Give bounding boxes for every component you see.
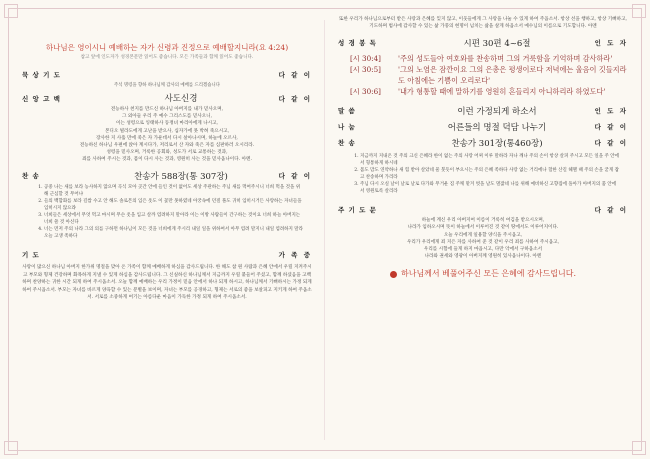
silent-prayer-note: 주석 명령을 향하 하나님께 감사의 예배를 드리겠습니다 bbox=[114, 83, 220, 88]
row-title: 이런 가정되게 하소서 bbox=[457, 106, 537, 117]
corner-ornament bbox=[632, 441, 646, 455]
row-label: 나 눔 bbox=[338, 123, 356, 132]
corner-ornament bbox=[4, 4, 18, 18]
corner-ornament bbox=[4, 441, 18, 455]
row-leader: 인 도 자 bbox=[594, 39, 628, 48]
row-label: 기 도 bbox=[22, 250, 40, 259]
lords-prayer-row bbox=[338, 203, 628, 215]
creed-row bbox=[22, 92, 312, 104]
row-leader: 다 같 이 bbox=[278, 94, 312, 103]
row-title: 사도신경 bbox=[164, 94, 198, 104]
verse-item: [시 30:6] '내가 형통할 때에 말하기를 영원히 흔들리지 아니하리라 하였도다' bbox=[350, 86, 606, 96]
left-page bbox=[22, 42, 312, 305]
row-label: 찬 송 bbox=[22, 172, 40, 181]
row-label: 묵 상 기 도 bbox=[22, 70, 61, 79]
hymn-row bbox=[22, 170, 312, 182]
silent-prayer-row bbox=[22, 68, 312, 80]
row-title: 어른들의 명절 덕담 나누기 bbox=[447, 122, 547, 133]
sermon-row bbox=[338, 103, 628, 119]
page-divider bbox=[324, 20, 325, 440]
row-leader: 다 같 이 bbox=[278, 70, 312, 79]
hymn-lyrics: 1. 공중 나는 새를 보라 농사하지 않으며 곡식 모아 곳간 안에 들인 것이 없어도 세상 주관하는 주님 새를 먹여주시니 너희 먹을 것을 위해 근심할 것 무어냐 2. 들의 백합화를 보라 길쌈 수고 안 해도 솔로몬의 입은 옷도 이 꽃만 못하였네 아궁속에 던질 풀도 귀히 입히시거든 사랑하는 자녀들을 입히시지 않으랴 3. 너희들은 세상에서 무엇 먹고 마시며 무슨 옷을 입고 살까 염려하지 말아라 이는 이방 사람들이 간구하는 것이요 너희 하늘 아버지는 너희 쓸 것 아신다 4. 너는 먼저 주의 나라 그의 의를 구하면 하나님이 모든 것을 너희에게 주시리 내일 일을 위하여서 아무 염려 말지니 내일 염려하지 말라 오늘 고생 족하다 bbox=[22, 184, 312, 241]
row-label: 신 앙 고 백 bbox=[22, 94, 61, 103]
prayer-row bbox=[22, 248, 312, 260]
corner-ornament bbox=[632, 4, 646, 18]
share-row bbox=[338, 119, 628, 135]
scripture-row bbox=[338, 37, 628, 49]
lords-prayer-text: 하늘에 계신 우리 아버지여 이름이 거룩히 여김을 받으시오며, 나라가 임하오시며 뜻이 하늘에서 이루어진 것 같이 땅에서도 이루어지이다. 오늘 우리에게 일용할 양식을 주시옵고, 우리가 우리에게 죄 지은 자를 사하여 준 것 같이 우리 죄를 사하여 주시옵고, 우리를 시험에 들게 하지 마옵시고, 다만 악에서 구하옵소서 나라와 권세와 영광이 아버지께 영원히 있사옵나이다. 아멘 bbox=[406, 218, 560, 260]
row-label: 말 씀 bbox=[338, 107, 356, 116]
scripture-verses bbox=[350, 53, 628, 97]
closing-thanks: 하나님께서 베풀어주신 모든 은혜에 감사드립니다. bbox=[338, 268, 628, 279]
hymn-row bbox=[338, 135, 628, 151]
call-to-worship-verse: 하나님은 영이시니 예배하는 자가 신령과 진정으로 예배할지니라(요 4:24) bbox=[45, 43, 289, 52]
row-label: 성 경 봉 독 bbox=[338, 39, 377, 48]
row-leader: 다 같 이 bbox=[594, 123, 628, 132]
row-title: 찬송가 588장(통 307장) bbox=[134, 171, 228, 182]
row-title: 시편 30편 4~6절 bbox=[463, 38, 531, 49]
prayer-continuation: 또한 우리가 하나님으로부터 받은 사랑과 은혜를 잊지 않고, 이웃들에게 그 사랑을 나눌 수 있게 하여 주옵소서. 항상 선을 행하고, 항상 기뻐하고, 기도하며 범사에 감사할 수 있는 삶 가풍의 현명이 넘치는 삶을 살게 하옵소서 예수님의 이름으로 기도합니다. 아멘 bbox=[339, 17, 627, 30]
row-leader: 가 족 중 bbox=[278, 250, 312, 259]
verse-item: [시 30:5] '그의 노염은 잠깐이요 그의 은총은 평생이로다 저녁에는 울음이 깃들지라도 아침에는 기쁨이 오리로다' bbox=[350, 64, 627, 85]
row-leader: 인 도 자 bbox=[594, 107, 628, 116]
apostles-creed-text: 전능하사 천지를 만드신 하나님 아버지를 내가 믿사오며, 그 외아들 우리 주 예수 그리스도를 믿사오니, 이는 성령으로 잉태하사 동정녀 마리아에게 나시고, 본디오 빌라도에게 고난을 받으사, 십자가에 못 박혀 죽으시고, 장사한 지 사흘 만에 죽은 자 가운데서 다시 살아나시며, 하늘에 오르사, 전능하신 하나님 우편에 앉아 계시다가, 저리로서 산 자와 죽은 자를 심판하러 오시리라. 성령을 믿사오며, 거룩한 공회와, 성도가 서로 교통하는 것과, 죄를 사하여 주시는 것과, 몸이 다시 사는 것과, 영원히 사는 것을 믿사옵나이다. 아멘. bbox=[79, 107, 255, 163]
right-page bbox=[338, 16, 628, 279]
verse-item: [시 30:4] '주의 성도들아 여호와를 찬송하며 그의 거룩함을 기억하며 감사하라' bbox=[350, 53, 613, 63]
row-title: 찬송가 301장(통460장) bbox=[451, 138, 543, 149]
prayer-text: 사랑이 많으신 하나님 아버지 한가위 명절을 맞아 온 가족이 함께 예배하게 하심을 감사드립니다. 한 해도 참 원 사람과 은혜 안에서 우릴 지켜주시고 부모와 형제 건강하며 화목하게 지낼 수 있게 하심을 감사드립니다. 그 신실하신 하나님께서 지금까지 우릴 붙들어 주셨고, 함께 하셨음을 고백 하며 찬양하는 귀한 시간 되게 하여 주시옵소서. 오늘 함께 예배하는 우리 가정이 믿음 안에서 하나 되게 하시고, 하나님께서 기뻐하시는 가정 되게 하여 주시옵소서. 부모는 자녀를 바르게 양육할 수 있는 분별을 보이며, 자녀는 부모를 공경하고, 형제는 서로의 좋을 보살피고 지키게 하여 주옵소서. 서로를 소중하게 여기는 아름다운 마음이 가득한 가정 되게 하여 주시옵소서. bbox=[22, 265, 312, 300]
row-leader: 다 같 이 bbox=[594, 205, 628, 214]
row-label: 주 기 도 문 bbox=[338, 205, 377, 214]
bullet-dot-icon bbox=[390, 271, 397, 278]
row-leader: 다 같 이 bbox=[278, 172, 312, 181]
row-leader: 다 같 이 bbox=[594, 139, 628, 148]
row-label: 찬 송 bbox=[338, 139, 356, 148]
call-to-worship-note: 참고 앞에 인도자가 성경본문만 읽어도 좋습니다. 모든 가족들과 함께 읽어도 좋습니다. bbox=[80, 55, 254, 60]
hymn-lyrics: 1. 지금까지 지내온 것 주의 크신 은혜라 한이 없는 주의 사랑 어찌 이루 말하라 자나 깨나 주의 손이 항상 살펴 주시고 모든 일을 주 안에서 형통하게 하시네 2. 몸도 맘도 연약하나 새 힘 받아 살았네 물 붓듯이 부으시는 주의 은혜 족하다 사랑 없는 거리에나 험한 산길 헤맬 때 주의 손을 굳게 잡고 찬송하며 가리라 3. 주님 다시 오실 날이 날로 날로 다가와 무거운 짐 주께 맡겨 벗을 날도 멀잖네 나를 위해 예비하신 고향집에 돌아가 아버지의 품 안에서 영원토록 살리라 bbox=[338, 153, 628, 196]
